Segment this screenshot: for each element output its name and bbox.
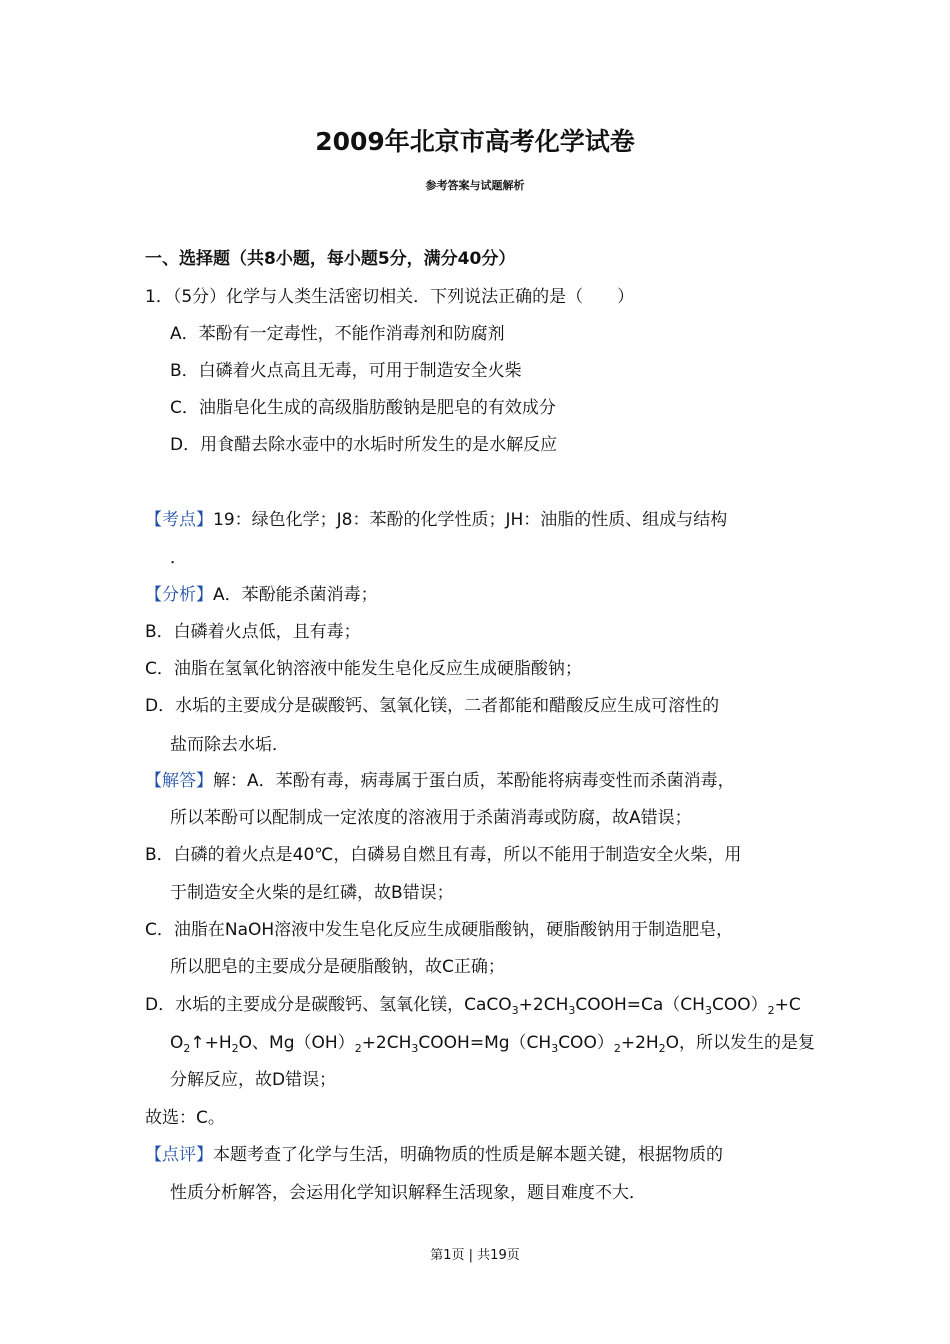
option-c: C．油脂皂化生成的高级脂肪酸钠是肥皂的有效成分 (170, 398, 556, 418)
fenxi-line-1 (145, 583, 378, 607)
formula-text: O (170, 1033, 184, 1053)
formula-text: O、Mg（OH） (238, 1033, 355, 1053)
jieda-line-b: B．白磷的着火点是40℃，白磷易自燃且有毒，所以不能用于制造安全火柴，用 (145, 845, 742, 865)
dianping-tag: 【点评】 (145, 1145, 213, 1165)
dianping-line-2: 性质分析解答，会运用化学知识解释生活现象，题目难度不大． (170, 1183, 646, 1203)
formula-subscript: 2 (231, 1042, 239, 1055)
jieda-line-b-cont: 于制造安全火柴的是红磷，故B错误； (170, 883, 454, 903)
formula-subscript: 3 (411, 1042, 419, 1055)
fenxi-line-d: D．水垢的主要成分是碳酸钙、氢氧化镁，二者都能和醋酸反应生成可溶性的 (145, 696, 720, 716)
kaodian-line (145, 508, 727, 532)
formula-subscript: 3 (511, 1004, 519, 1017)
kaodian-tag: 【考点】 (145, 510, 213, 530)
fenxi-line-b: B．白磷着火点低，且有毒； (145, 622, 361, 642)
formula-subscript: 2 (767, 1004, 775, 1017)
formula-text: COO） (558, 1033, 614, 1053)
jieda-line-d-1 (145, 993, 801, 1017)
option-a: A．苯酚有一定毒性，不能作消毒剂和防腐剂 (170, 324, 505, 344)
formula-subscript: 3 (568, 1004, 576, 1017)
question-stem: 1．（5分）化学与人类生活密切相关．下列说法正确的是（ ） (145, 287, 635, 307)
formula-text: +2CH (361, 1033, 412, 1053)
formula-subscript: 3 (551, 1042, 559, 1055)
fenxi-text-a: A．苯酚能杀菌消毒； (213, 585, 378, 605)
page-subtitle: 参考答案与试题解析 (425, 179, 525, 192)
formula-text: ↑+H (190, 1033, 232, 1053)
formula-subscript: 3 (704, 1004, 712, 1017)
kaodian-tail: ． (170, 548, 187, 568)
formula-text: +C (774, 995, 801, 1015)
formula-text: COOH=Ca（CH (575, 995, 705, 1015)
formula-text: CaCO (464, 995, 512, 1015)
formula-text: +2CH (518, 995, 569, 1015)
dianping-text-1: 本题考查了化学与生活，明确物质的性质是解本题关键，根据物质的 (213, 1145, 723, 1165)
page-title: 2009年北京市高考化学试卷 (315, 127, 635, 156)
formula-text: COO） (711, 995, 768, 1015)
answer-choice: 故选：C。 (145, 1108, 225, 1128)
formula-text: D．水垢的主要成分是碳酸钙、氢氧化镁， (145, 995, 465, 1015)
formula-subscript: 2 (613, 1042, 621, 1055)
fenxi-line-c: C．油脂在氢氧化钠溶液中能发生皂化反应生成硬脂酸钠； (145, 659, 582, 679)
formula-text: O，所以发生的是复 (665, 1033, 816, 1053)
kaodian-text: 19：绿色化学；J8：苯酚的化学性质；JH：油脂的性质、组成与结构 (213, 510, 728, 530)
page-footer: 第1页 | 共19页 (430, 1248, 520, 1263)
jieda-line-a-cont: 所以苯酚可以配制成一定浓度的溶液用于杀菌消毒或防腐，故A错误； (170, 808, 692, 828)
formula-text: +2H (620, 1033, 659, 1053)
jieda-line-d-3: 分解反应，故D错误； (170, 1070, 337, 1090)
formula-text: COOH=Mg（CH (418, 1033, 552, 1053)
jieda-line-c: C．油脂在NaOH溶液中发生皂化反应生成硬脂酸钠，硬脂酸钠用于制造肥皂， (145, 920, 734, 940)
formula-subscript: 2 (354, 1042, 362, 1055)
jieda-tag: 【解答】 (145, 771, 213, 791)
formula-subscript: 2 (658, 1042, 666, 1055)
jieda-line-d-2 (170, 1031, 815, 1055)
jieda-text-a: 解：A．苯酚有毒，病毒属于蛋白质，苯酚能将病毒变性而杀菌消毒， (213, 771, 735, 791)
jieda-line-c-cont: 所以肥皂的主要成分是硬脂酸钠，故C正确； (170, 957, 505, 977)
fenxi-line-d-cont: 盐而除去水垢． (170, 735, 289, 755)
dianping-line-1 (145, 1143, 723, 1167)
section-heading: 一、选择题（共8小题，每小题5分，满分40分） (145, 249, 516, 269)
jieda-line-1 (145, 769, 735, 793)
formula-subscript: 2 (183, 1042, 191, 1055)
option-b: B．白磷着火点高且无毒，可用于制造安全火柴 (170, 361, 522, 381)
option-d: D．用食醋去除水壶中的水垢时所发生的是水解反应 (170, 435, 558, 455)
fenxi-tag: 【分析】 (145, 585, 213, 605)
